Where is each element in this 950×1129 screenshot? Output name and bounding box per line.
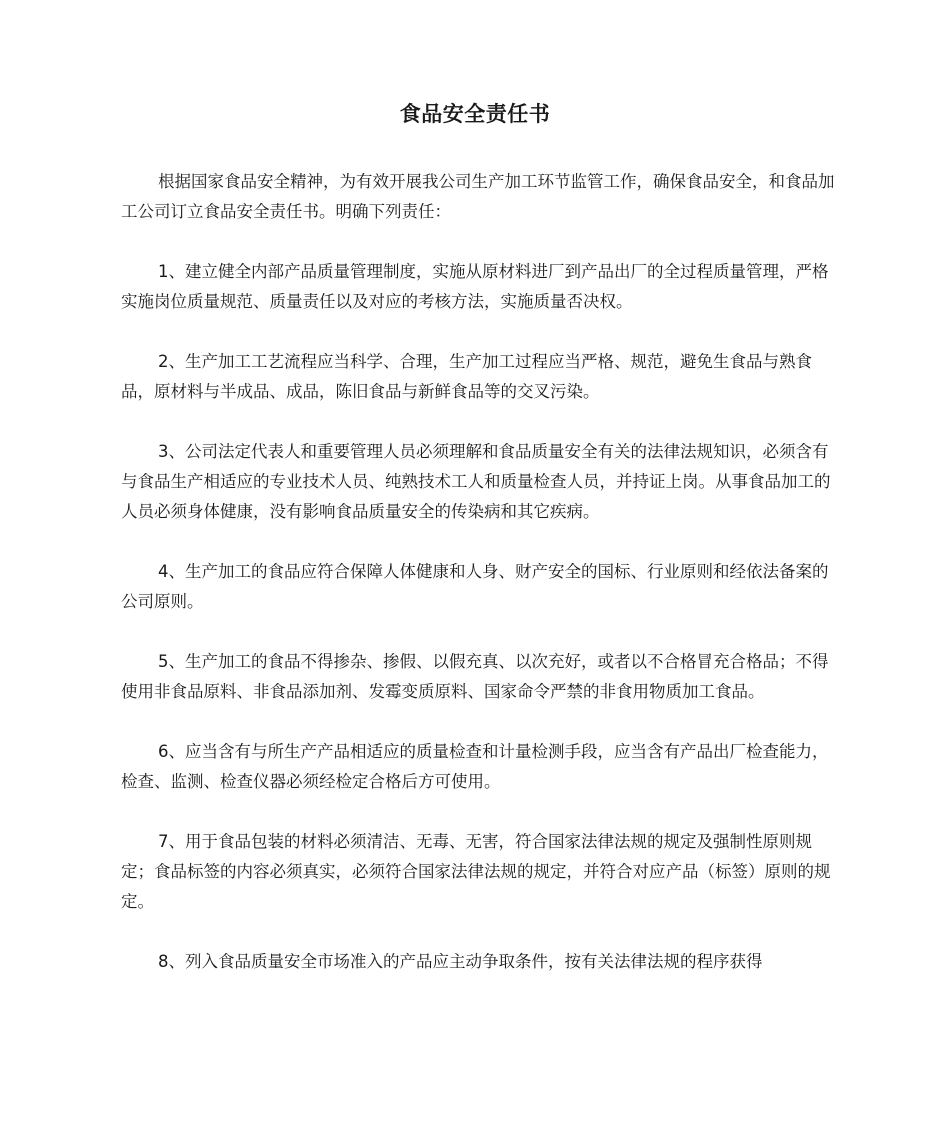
- clause-3: 3、公司法定代表人和重要管理人员必须理解和食品质量安全有关的法律法规知识，必须含有与食品生产相适应的专业技术人员、纯熟技术工人和质量检查人员，并持证上岗。从事食品加工的人员必须身体健康，没有影响食品质量安全的传染病和其它疾病。: [121, 442, 831, 521]
- clause-5: 5、生产加工的食品不得掺杂、掺假、以假充真、以次充好，或者以不合格冒充合格品；不得使用非食品原料、非食品添加剂、发霉变质原料、国家命令严禁的非食用物质加工食品。: [121, 652, 829, 701]
- clause-2: 2、生产加工工艺流程应当科学、合理，生产加工过程应当严格、规范，避免生食品与熟食品，原材料与半成品、成品，陈旧食品与新鲜食品等的交叉污染。: [121, 352, 812, 401]
- document-body: [121, 167, 839, 1007]
- clause-6: 6、应当含有与所生产产品相适应的质量检查和计量检测手段，应当含有产品出厂检查能力，检查、监测、检查仪器必须经检定合格后方可使用。: [121, 742, 829, 791]
- intro-paragraph: 根据国家食品安全精神，为有效开展我公司生产加工环节监管工作，确保食品安全，和食品加工公司订立食品安全责任书。明确下列责任：: [121, 172, 835, 221]
- document-title: 食品安全责任书: [399, 102, 551, 126]
- clause-7: 7、用于食品包装的材料必须清洁、无毒、无害，符合国家法律法规的规定及强制性原则规定；食品标签的内容必须真实，必须符合国家法律法规的规定，并符合对应产品（标签）原则的规定。: [121, 832, 831, 911]
- clause-4: 4、生产加工的食品应符合保障人体健康和人身、财产安全的国标、行业原则和经依法备案的公司原则。: [121, 562, 829, 611]
- clause-1: 1、建立健全内部产品质量管理制度，实施从原材料进厂到产品出厂的全过程质量管理，严格实施岗位质量规范、质量责任以及对应的考核方法，实施质量否决权。: [121, 262, 829, 311]
- clause-8: 8、列入食品质量安全市场准入的产品应主动争取条件，按有关法律法规的程序获得: [158, 952, 763, 971]
